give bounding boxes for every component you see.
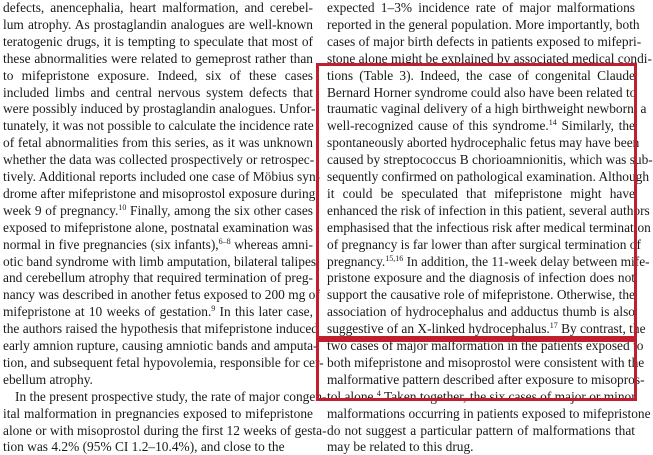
citation-superscript: 4 [376,388,381,398]
text-line: and cerebellum atrophy that required termination of preg- [3,270,313,286]
citation-superscript: 15,16 [385,253,404,263]
text-line: nancy was described in another fetus exposed to 200 mg of [3,287,320,303]
text-line: traumatic vaginal delivery of a high birthweight newborn, a [327,101,647,117]
text-line: reported in the general population. More importantly, both [327,16,640,32]
text-line: pristone exposure and the diagnosis of infection does not [327,270,635,286]
text-line: of fetal abnormalities from this series, as it was unknown [3,135,313,151]
text-line: Bernard Horner syndrome could also have been related to [327,84,637,100]
citation-superscript: 14 [548,118,557,128]
text-line: included limbs and central nervous system defects that [3,84,313,100]
text-line: defects, anencephalia, heart malformation, and cerebel- [3,0,313,15]
text-line: malformative pattern described after exposure to misopros- [327,371,645,387]
text-line: emphasised that the infectious risk after medical termination [327,219,651,235]
text-line: drome after mifepristone and misoprostol exposure during [3,185,316,201]
citation-superscript: 17 [549,321,558,331]
text-line: tion was 4.2% (95% CI 1.2–10.4%), and close to the [3,439,285,455]
text-line: alone or with misoprostol during the first 12 weeks of gesta- [3,422,327,438]
text-line: were possibly induced by prostaglandin analogues. Unfor- [3,101,316,117]
text-line: association of hydrocephalus and adductus thumb is also [327,304,635,320]
text-line: tol alone.$^4$ Taken together, the six cases of major or minor [327,388,636,404]
text-line: sequently confirmed on pathological examination. Although [327,169,650,184]
text-line: week 9 of pregnancy.$^{10}$ Finally, among the six other cases [3,202,313,218]
text-line: suggestive of an X-linked hydrocephalus.$^{17}$ By contrast, the [327,321,646,337]
text-line: it could be speculated that mifepristone might have [327,185,635,201]
text-line: early amnion rupture, causing amniotic bands and amputa- [3,338,318,353]
text-line: do not suggest a particular pattern of malformations that [327,422,635,438]
text-line: malformations occurring in patients exposed to mifepristone [327,405,651,421]
text-line: cases of major birth defects in patients exposed to mifepri- [327,33,642,49]
text-line: whether the data was collected prospectively or retrospec- [3,152,315,168]
text-line: two cases of major malformation in the patients exposed to [327,338,644,353]
citation-superscript: 6–8 [218,236,231,246]
text-line: tion, and subsequent fetal hypovolemia, responsible for cer- [3,354,324,370]
text-line: caused by streptococcus B chorioamnionitis, which was sub- [327,152,653,168]
citation-superscript: 9 [211,304,216,314]
text-line: mifepristone at 10 weeks of gestation.$^9$ In this later case, [3,304,313,320]
text-line: teratogenic drugs, it is tempting to speculate that most of [3,33,313,49]
text-line: exposed to mifepristone alone, postnatal examination was [3,219,313,235]
text-line: both mifepristone and misoprostol were consistent with the [327,354,645,370]
text-line: may be related to this drug. [327,439,474,455]
text-line: to mifepristone exposure. Indeed, six of these cases [3,67,313,83]
text-line: lum atrophy. As prostaglandin analogues are well-known [3,16,313,32]
text-line: tions (Table 3). Indeed, the case of congenital Claude [327,67,635,83]
text-line: normal in five pregnancies (six infants),$^{6-8}$ whereas amni- [3,236,313,252]
text-line: the authors raised the hypothesis that mifepristone induced [3,321,318,337]
text-line: support the causative role of mifepristone. Otherwise, the [327,287,635,303]
text-line: of pregnancy is far lower than after surgical termination of [327,236,641,252]
text-line: enhanced the risk of infection in this patient, several authors [327,202,650,218]
text-line: In the present prospective study, the rate of major congen- [15,388,327,404]
text-line: ital malformation in pregnancies exposed to mifepristone [3,405,313,421]
citation-superscript: 10 [118,202,127,212]
text-line: otic band syndrome with limb amputation, bilateral talipes [3,253,317,269]
text-line: expected 1–3% incidence rate of major malformations [327,0,635,15]
text-line: tunately, it was not possible to calculate the incidence rate [3,118,314,134]
text-line: well-recognized cause of this syndrome.$^{14}$ Similarly, the [327,118,635,134]
text-line: these abnormalities were related to gemeprost rather than [3,50,313,66]
text-line: tively. Additional reports included one case of Möbius syn- [3,169,321,184]
text-line: ebellum atrophy. [3,371,93,387]
text-line: spontaneously aborted hydrocephalic fetus may have been [327,135,640,151]
text-line: pregnancy.$^{15,16}$ In addition, the 11-week delay between mife- [327,253,650,269]
text-line: stone alone might be explained by associated medical condi- [327,50,652,66]
